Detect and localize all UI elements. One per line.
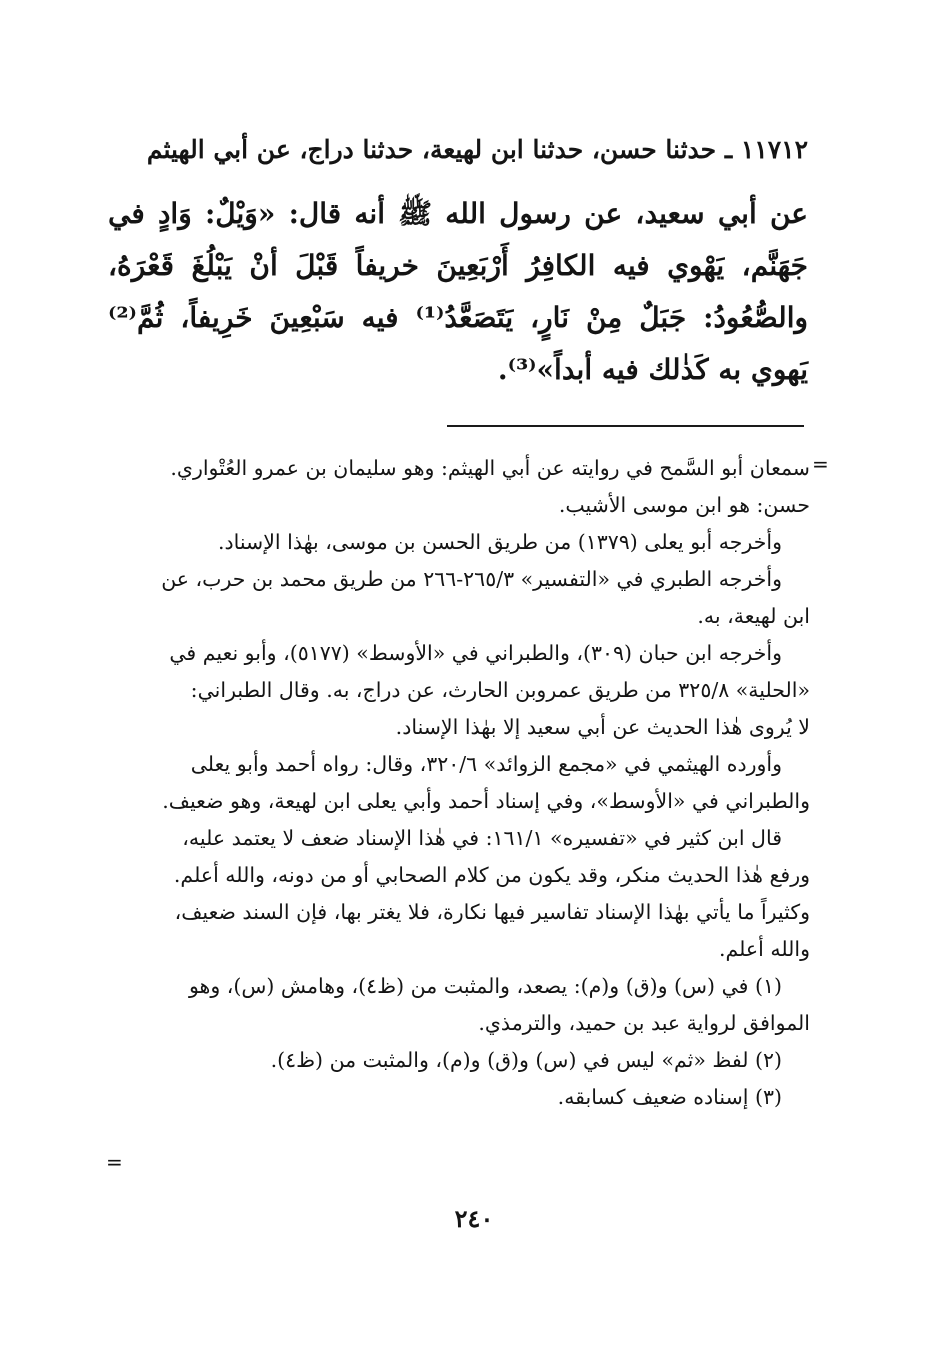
footnote-line: قال ابن كثير في «تفسيره» ١٦١/١: في هٰذا الإسناد ضعف لا يعتمد عليه، xyxy=(182,826,782,850)
hadith-text: عن أبي سعيد، عن رسول الله ﷺ أنه قال: «وَيْلٌ: وَادٍ في جَهَنَّم، يَهْوي فيه الكافِرُ أَرْبَعِينَ خريفاً قَبْلَ أنْ يَبْلُغَ قَعْرَهُ، والصُّعُودُ: جَبَلٌ مِنْ نَارٍ، يَتَصَعَّدُ⁽¹⁾ فيه سَبْعِينَ خَرِيفاً، ثُمَّ⁽²⁾ يَهوي به كَذٰلك فيه أبداً»⁽³⁾. xyxy=(108,197,808,386)
footnote-separator xyxy=(447,425,804,427)
footnote-line: والطبراني في «الأوسط»، وفي إسناد أحمد وأبي يعلى ابن لهيعة، وهو ضعيف. xyxy=(162,789,810,813)
footnote-line: وأخرجه أبو يعلى (١٣٧٩) من طريق الحسن بن موسى، بهٰذا الإسناد. xyxy=(217,530,782,554)
footnote-line: (٣) إسناده ضعيف كسابقه. xyxy=(557,1085,782,1109)
footnote-line: سمعان أبو السَّمح في روايته عن أبي الهيثم: وهو سليمان بن عمرو العُتْواري. xyxy=(170,456,810,480)
footnote-line: «الحلية» ٣٢٥/٨ من طريق عمروبن الحارث، عن دراج، به. وقال الطبراني: xyxy=(190,678,810,702)
footnote-line: (١) في (س) و(ق) و(م): يصعد، والمثبت من (ظ٤)، وهامش (س)، وهو xyxy=(188,974,782,998)
footnote-line: (٢) لفظ «ثم» ليس في (س) و(ق) و(م)، والمثبت من (ظ٤). xyxy=(270,1048,782,1072)
continuation-mark-end: = xyxy=(106,1150,123,1174)
footnote-line: الموافق لرواية عبد بن حميد، والترمذي. xyxy=(478,1011,810,1035)
footnote-line: وأورده الهيثمي في «مجمع الزوائد» ٣٢٠/٦، وقال: رواه أحمد وأبو يعلى xyxy=(190,752,782,776)
hadith-header: ١١٧١٢ ـ حدثنا حسن، حدثنا ابن لهيعة، حدثنا دراج، عن أبي الهيثم xyxy=(146,135,808,164)
footnote-line: وكثيراً ما يأتي بهٰذا الإسناد تفاسير فيها نكارة، فلا يغتر بها، فإن السند ضعيف، xyxy=(174,900,810,924)
footnote-line: ابن لهيعة، به. xyxy=(697,604,810,628)
footnote-line: ورفع هٰذا الحديث منكر، وقد يكون من كلام الصحابي أو من دونه، والله أعلم. xyxy=(173,863,810,887)
footnotes xyxy=(106,450,810,1116)
page-number: ٢٤٠ xyxy=(454,1204,494,1233)
continuation-mark: = xyxy=(812,452,829,476)
footnote-line: وأخرجه ابن حبان (٣٠٩)، والطبراني في «الأوسط» (٥١٧٧)، وأبو نعيم في xyxy=(169,641,782,665)
footnote-line: حسن: هو ابن موسى الأشيب. xyxy=(558,493,810,517)
footnote-line: لا يُروى هٰذا الحديث عن أبي سعيد إلا بهٰذا الإسناد. xyxy=(395,715,810,739)
footnote-line: والله أعلم. xyxy=(718,937,810,961)
footnote-line: وأخرجه الطبري في «التفسير» ٢٦٥/٣-٢٦٦ من طريق محمد بن حرب، عن xyxy=(161,567,782,591)
